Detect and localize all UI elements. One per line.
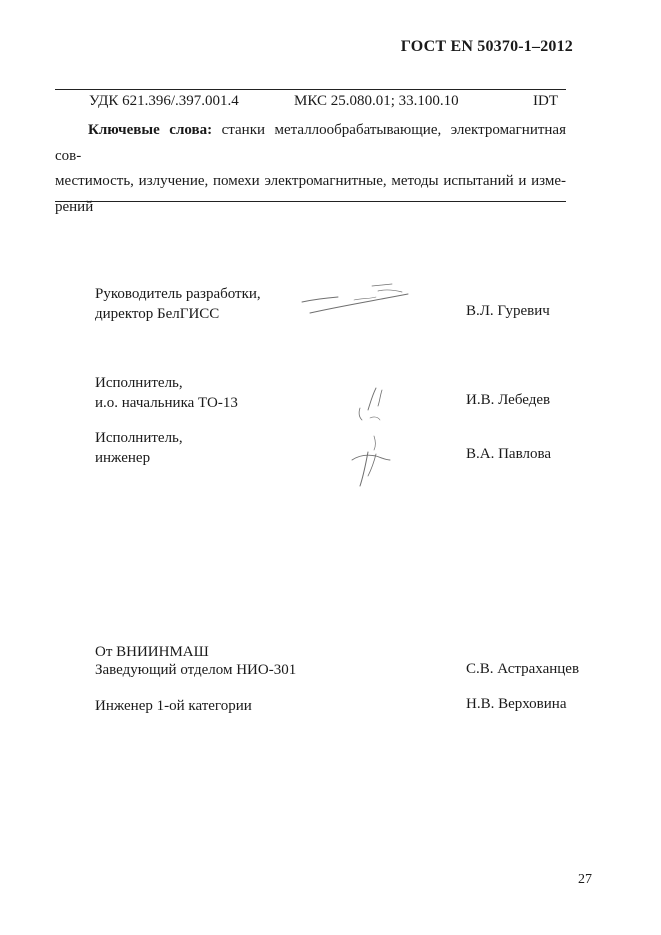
vniinmash-engineer-name: Н.В. Верховина [466, 696, 567, 712]
signatory-2-role-line-1: Исполнитель, [95, 375, 183, 391]
mks-code: МКС 25.080.01; 33.100.10 [294, 93, 459, 109]
signatory-3-role-line-2: инженер [95, 450, 151, 466]
signatory-1-role-line-1: Руководитель разработки, [95, 286, 261, 302]
signatory-2-role-line-2: и.о. начальника ТО-13 [95, 395, 238, 411]
top-rule [55, 89, 566, 90]
page-number: 27 [578, 872, 592, 887]
keywords-text-1: станки металлообрабатывающие, электромагнитная сов- [55, 122, 566, 164]
signatory-1-role-line-2: директор БелГИСС [95, 306, 220, 322]
udc-code: УДК 621.396/.397.001.4 [89, 93, 239, 109]
vniinmash-org: От ВНИИНМАШ [95, 644, 209, 660]
signature-2-image [352, 384, 392, 424]
signatory-3-name: В.А. Павлова [466, 446, 551, 462]
bottom-rule [55, 201, 566, 202]
signatory-2-role [95, 373, 238, 413]
signature-1-image [296, 280, 416, 320]
keywords-line-2: местимость, излучение, помехи электромагнитные, методы испытаний и изме- [55, 173, 566, 189]
vniinmash-head-role: Заведующий отделом НИО-301 [95, 662, 297, 678]
vniinmash-engineer-role: Инженер 1-ой категории [95, 698, 252, 714]
signatory-1-name: В.Л. Гуревич [466, 303, 550, 319]
signature-3-image [346, 432, 396, 490]
keywords-label: Ключевые слова: [88, 122, 213, 138]
keywords-line-3: рений [55, 198, 94, 215]
signatory-2-name: И.В. Лебедев [466, 392, 551, 408]
keywords-line-1 [55, 118, 566, 169]
signatory-1-role [95, 284, 261, 324]
vniinmash-head-name: С.В. Астраханцев [466, 661, 580, 677]
idt-label: IDT [533, 93, 558, 109]
keywords-block [55, 118, 566, 220]
signatory-3-role-line-1: Исполнитель, [95, 430, 183, 446]
document-header: ГОСТ EN 50370-1–2012 [400, 38, 573, 55]
signatory-3-role [95, 428, 183, 468]
